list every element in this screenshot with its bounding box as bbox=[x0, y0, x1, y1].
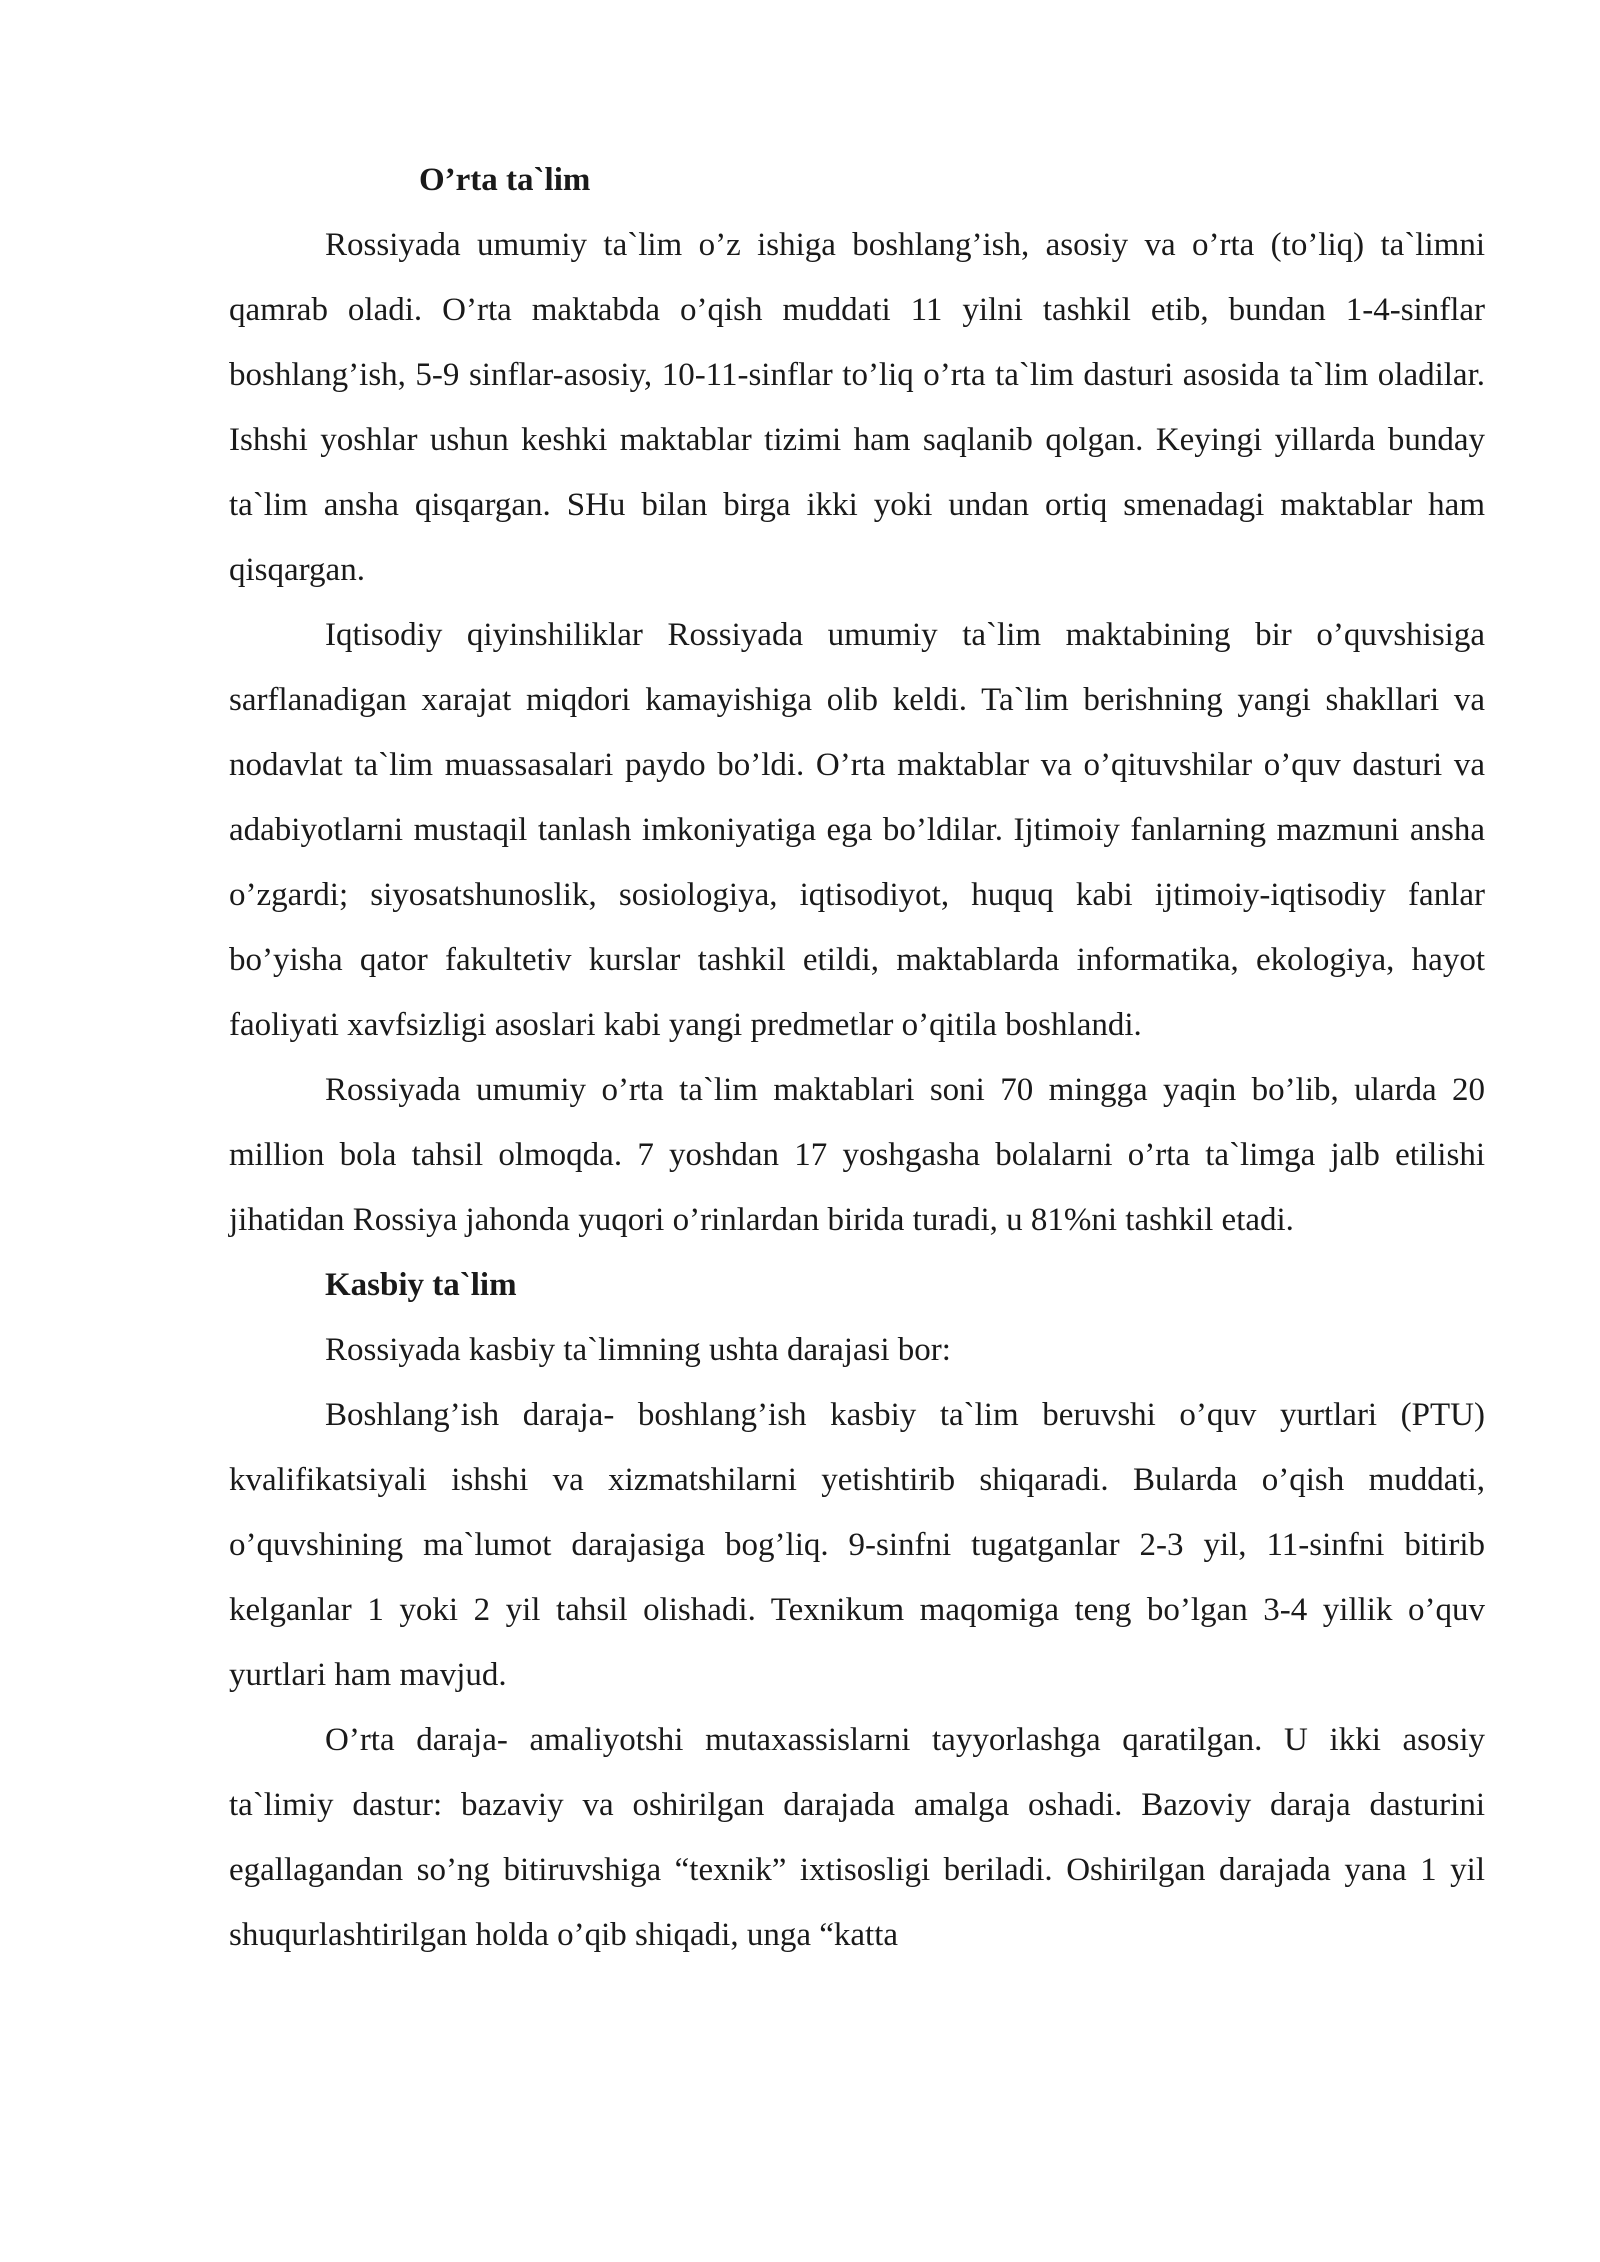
paragraph-initial-level: Boshlang’ish daraja- boshlang’ish kasbiy ta`lim beruvshi o’quv yurtlari (PTU) kvalifikatsiyali ishshi va xizmatshilarni yetishtirib shiqaradi. Bularda o’qish muddati, o’quvshining ma`lumot darajasiga bog’liq. 9-sinfni tugatganlar 2-3 yil, 11-sinfni bitirib kelganlar 1 yoki 2 yil tahsil olishadi. Texnikum maqomiga teng bo’lgan 3-4 yillik o’quv yurtlari ham mavjud. bbox=[229, 1397, 1485, 1693]
paragraph-economic-difficulties: Iqtisodiy qiyinshiliklar Rossiyada umumiy ta`lim maktabining bir o’quvshisiga sarflanadigan xarajat miqdori kamayishiga olib keldi. Ta`lim berishning yangi shakllari va nodavlat ta`lim muassasalari paydo bo’ldi. O’rta maktablar va o’qituvshilar o’quv dasturi va adabiyotlarni mustaqil tanlash imkoniyatiga ega bo’ldilar. Ijtimoiy fanlarning mazmuni ansha o’zgardi; siyosatshunoslik, sosiologiya, iqtisodiyot, huquq kabi ijtimoiy-iqtisodiy fanlar bo’yisha qator fakultetiv kurslar tashkil etildi, maktablarda informatika, ekologiya, hayot faoliyati xavfsizligi asoslari kabi yangi predmetlar o’qitila boshlandi. bbox=[229, 617, 1485, 1043]
paragraph-middle-level: O’rta daraja- amaliyotshi mutaxassislarni tayyorlashga qaratilgan. U ikki asosiy ta`limiy dastur: bazaviy va oshirilgan darajada amalga oshadi. Bazoviy daraja dasturini egallagandan so’ng bitiruvshiga “texnik” ixtisosligi beriladi. Oshirilgan darajada yana 1 yil shuqurlashtirilgan holda o’qib shiqadi, unga “katta bbox=[229, 1722, 1485, 1953]
paragraph-school-statistics: Rossiyada umumiy o’rta ta`lim maktablari soni 70 mingga yaqin bo’lib, ularda 20 million bola tahsil olmoqda. 7 yoshdan 17 yoshgasha bolalarni o’rta ta`limga jalb etilishi jihatidan Rossiya jahonda yuqori o’rinlardan birida turadi, u 81%ni tashkil etadi. bbox=[229, 1072, 1485, 1238]
document-page bbox=[229, 148, 1485, 1968]
section-heading-vocational-education: Kasbiy ta`lim bbox=[325, 1267, 517, 1303]
section-heading-secondary-education: O’rta ta`lim bbox=[419, 162, 591, 198]
paragraph-general-education: Rossiyada umumiy ta`lim o’z ishiga boshlang’ish, asosiy va o’rta (to’liq) ta`limni qamrab oladi. O’rta maktabda o’qish muddati 11 yilni tashkil etib, bundan 1-4-sinflar boshlang’ish, 5-9 sinflar-asosiy, 10-11-sinflar to’liq o’rta ta`lim dasturi asosida ta`lim oladilar. Ishshi yoshlar ushun keshki maktablar tizimi ham saqlanib qolgan. Keyingi yillarda bunday ta`lim ansha qisqargan. SHu bilan birga ikki yoki undan ortiq smenadagi maktablar ham qisqargan. bbox=[229, 227, 1485, 588]
paragraph-vocational-levels-intro: Rossiyada kasbiy ta`limning ushta darajasi bor: bbox=[325, 1332, 951, 1368]
